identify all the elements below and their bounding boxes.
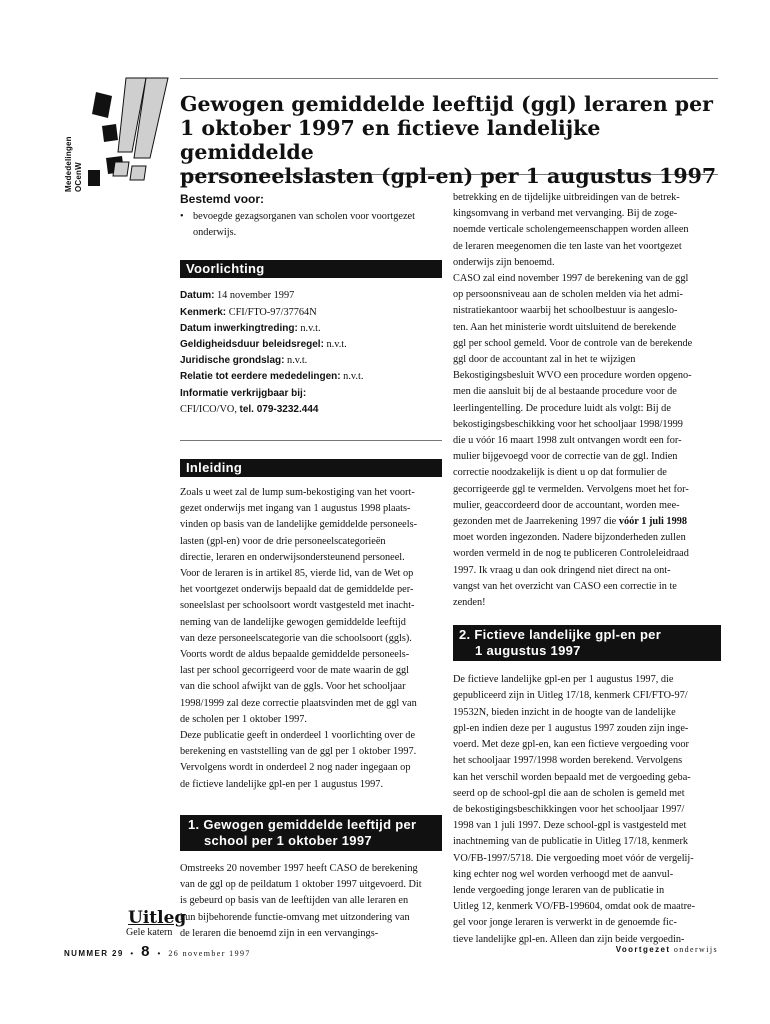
section2-line: 19532N, bieden inzicht in de hoogte van de landelijke [453, 706, 676, 718]
section2-heading-line-1: 2. Fictieve landelijke gpl-en per [459, 627, 662, 643]
footer-issue: NUMMER 29 [64, 949, 124, 958]
voorlichting-row [180, 386, 442, 402]
section2-line: tieve landelijke gpl-en. Alleen dan zijn beide vergoedin- [453, 933, 685, 945]
jaarrekening-deadline: vóór 1 juli 1998 [618, 516, 688, 528]
contact-text: CFI/ICO/VO, [180, 403, 240, 415]
right-text-line: leerlingentelling. De procedure luidt als volgt: Bij de [453, 402, 671, 414]
title-line-2: 1 oktober 1997 en fictieve landelijke gemiddelde [180, 116, 601, 164]
right-text-line: CASO zal eind november 1997 de berekening van de ggl [453, 273, 689, 285]
inleiding-line: berekening en vaststelling van de ggl per 1 oktober 1997. [180, 746, 417, 758]
section1-heading-line-2: school per 1 oktober 1997 [204, 832, 372, 848]
voorlichting-value: n.v.t. [284, 355, 308, 367]
section1-line: Omstreeks 20 november 1997 heeft CASO de berekening [180, 862, 418, 874]
page-title [180, 92, 720, 188]
inleiding-line: last per school gecorrigeerd voor de mate waarin de ggl [180, 665, 410, 677]
voorlichting-value: n.v.t. [323, 339, 347, 351]
footer-dot-1: • [130, 949, 135, 958]
footer-logo [128, 909, 186, 938]
inleiding-line: de fictieve landelijke gpl-en per 1 augustus 1997. [180, 778, 384, 790]
right-text-line: ggl door de accountant zal in het te wijzigen [453, 354, 636, 366]
voorlichting-label: Juridische grondslag: [180, 355, 285, 367]
section2-heading-line-2: 1 augustus 1997 [475, 643, 581, 659]
left-column [180, 190, 442, 942]
right-text-line: betrekking en de tijdelijke uitbreidingen van de betrek- [453, 192, 680, 203]
inleiding-heading: Inleiding [180, 459, 442, 477]
section2-line: gepubliceerd zijn in Uitleg 17/18, kenmerk CFI/FTO-97/ [453, 690, 688, 702]
inleiding-line: vinden op basis van de landelijke gemiddelde personeels- [180, 519, 418, 531]
right-text-line: gecorrigeerde ggl te vermelden. Vervolgens moet het for- [453, 483, 689, 495]
right-text-line: men die aansluit bij de al bestaande procedure voor de [453, 386, 677, 398]
right-text-line-jaarrekening [453, 514, 721, 530]
inleiding-line: de scholen per 1 oktober 1997. [180, 713, 307, 725]
section2-line: 1998 van 1 juli 1997. Deze school-gpl is vastgesteld met [453, 820, 687, 832]
inleiding-line: Voor de leraren is in artikel 85, vierde lid, van de Wet op [180, 568, 414, 580]
section2-line: de bekostigingsbeschikkingen voor het schooljaar 1997/ [453, 803, 685, 815]
section2-line: De fictieve landelijke gpl-en per 1 augustus 1997, die [453, 674, 674, 686]
voorlichting-label: Kenmerk: [180, 306, 227, 318]
voorlichting-label: Datum: [180, 290, 215, 302]
voorlichting-heading: Voorlichting [180, 260, 442, 278]
right-text-line: kingsomvang in verband met vervanging. Bij de zoge- [453, 208, 678, 220]
voorlichting-row [180, 305, 442, 321]
inleiding-line: neming van de landelijke gewogen gemiddelde leeftijd [180, 616, 406, 628]
bestemd-heading: Bestemd voor: [180, 192, 265, 206]
right-text-b [453, 530, 721, 611]
section1-line: van de ggl op de peildatum 1 oktober 1997 uitgevoerd. Dit [180, 879, 422, 891]
voorlichting-value: CFI/FTO-97/37764N [226, 306, 317, 318]
voorlichting-row [180, 321, 442, 337]
voorlichting-label: Relatie tot eerdere mededelingen: [180, 371, 341, 383]
voorlichting-row [180, 288, 442, 304]
voorlichting-label: Informatie verkrijgbaar bij: [180, 387, 307, 399]
voorlichting-label: Datum inwerkingtreding: [180, 322, 298, 334]
voorlichting-value: n.v.t. [297, 322, 321, 334]
right-column [453, 190, 721, 948]
top-rule [180, 78, 718, 79]
inleiding-line: het voortgezet onderwijs bepaald dat de gemiddelde per- [180, 584, 414, 596]
footer-right-bold: Voortgezet [615, 945, 671, 954]
section2-heading [453, 625, 721, 661]
jaarrekening-text: gezonden met de Jaarrekening 1997 die [453, 516, 619, 528]
section1-line: is gebeurd op basis van de leeftijden van alle leraren en [180, 895, 409, 907]
bestemd-item-line-2: onderwijs. [193, 227, 237, 239]
right-text-line: mulier, geaccordeerd door de accountant, worden mee- [453, 499, 680, 511]
footer-logo-text: Uitleg [128, 908, 187, 928]
section2-line: Uitleg 12, kenmerk VO/FB-199604, omdat ook de maatre- [453, 901, 696, 913]
voorlichting-contact [180, 402, 442, 418]
voorlichting-label: Geldigheidsduur beleidsregel: [180, 339, 324, 351]
footer-page-number: 8 [141, 943, 151, 960]
title-line-3: personeelslasten (gpl-en) per 1 augustus 1997 [180, 164, 717, 188]
right-text-line: correctie noodzakelijk is dient u op dat formulier de [453, 467, 667, 479]
voorlichting-row [180, 369, 442, 385]
section2-line: king echter nog wel worden verhoogd met de aanvul- [453, 868, 674, 880]
footer-left [64, 943, 251, 960]
right-text-line: noemde verticale scholengemeenschappen worden alleen [453, 224, 689, 236]
section1-line: de leraren die benoemd zijn in een vervangings- [180, 927, 379, 939]
voorlichting-list [180, 288, 442, 401]
side-label [64, 92, 84, 192]
right-text-line: zenden! [453, 597, 486, 609]
inleiding-line: van deze personeelscategorie van die schoolsoort (ggls). [180, 632, 412, 644]
inleiding-line: van die school afwijkt van de ggls. Voor het schooljaar [180, 681, 406, 693]
inleiding-line: Vervolgens wordt in onderdeel 2 nog nader ingegaan op [180, 762, 411, 774]
inleiding-text [180, 485, 442, 793]
right-text-line: Bekostigingsbesluit WVO een procedure worden opgeno- [453, 370, 692, 382]
right-text-line: 1997. Ik vraag u dan ook dringend niet direct na ont- [453, 564, 671, 576]
right-text-line: mulier bijgevoegd voor de correctie van de ggl. Indien [453, 451, 678, 463]
footer-dot-2: • [157, 949, 162, 958]
section2-line: gel voor jonge leraren is verwerkt in de genoemde fic- [453, 917, 677, 929]
inleiding-rule [180, 440, 442, 441]
bestemd-item-line-1: bevoegde gezagsorganen van scholen voor voortgezet [193, 211, 415, 222]
inleiding-line: Deze publicatie geeft in onderdeel 1 voorlichting over de [180, 730, 416, 742]
section2-line: inachtneming van de publicatie in Uitleg 17/18, kenmerk [453, 836, 689, 848]
voorlichting-value: 14 november 1997 [214, 290, 295, 302]
right-text-line: ggl per school gemeld. Voor de controle van de berekende [453, 337, 693, 349]
voorlichting-row [180, 353, 442, 369]
voorlichting-row [180, 337, 442, 353]
voorlichting-value: n.v.t. [340, 371, 364, 383]
section2-line: voerd. Met deze gpl-en, kan een fictieve vergoeding voor [453, 739, 689, 751]
inleiding-line: directie, leraren en onderwijsondersteunend personeel. [180, 551, 405, 563]
right-text-line: moet worden ingezonden. Nadere bijzonderheden zullen [453, 532, 686, 544]
footer-right [616, 945, 718, 954]
footer-right-rest: onderwijs [670, 945, 718, 954]
contact-phone: tel. 079-3232.444 [239, 403, 319, 415]
right-text-line: worden vermeld in de nog te publiceren Controleleidraad [453, 548, 689, 560]
side-label-ocenw: OCenW [74, 162, 83, 192]
bullet: • [180, 211, 184, 222]
right-text-line: bekostigingsbeschikking voor het schooljaar 1998/1999 [453, 418, 683, 430]
section2-line: seerd op de school-gpl die aan de scholen is gemeld met [453, 787, 685, 799]
section2-line: het schooljaar 1997/1998 worden berekend. Vervolgens [453, 755, 683, 767]
footer-logo-sub: Gele katern [126, 927, 173, 938]
bestemd-item [180, 209, 442, 241]
section1-line: hun bijbehorende functie-omvang met uitzondering van [180, 911, 410, 923]
right-text-line: op persoonsniveau aan de scholen melden via het admi- [453, 289, 683, 301]
right-text-line: die u vóór 16 maart 1998 zult ontvangen wordt een for- [453, 435, 682, 447]
section1-text [180, 861, 442, 942]
side-label-mededelingen: Mededelingen [64, 136, 73, 192]
section2-line: VO/FB-1997/5718. Die vergoeding moet vóór de vergelij- [453, 852, 694, 864]
section1-heading-line-1: 1. Gewogen gemiddelde leeftijd per [188, 816, 417, 832]
title-line-1: Gewogen gemiddelde leeftijd (ggl) leraren per [180, 92, 713, 116]
inleiding-line: Voorts wordt de aldus bepaalde gemiddelde personeels- [180, 649, 410, 661]
right-text-line: ten. Aan het ministerie wordt uitsluitend de berekende [453, 321, 677, 333]
inleiding-line: lasten (gpl-en) voor de drie personeelscategorieën [180, 535, 386, 547]
section2-line: lende vergoeding jonge leraren van de publicatie in [453, 884, 665, 896]
section2-text [453, 672, 721, 947]
right-text-line: de leraren meegenomen die ten laste van het voortgezet [453, 240, 682, 252]
section2-line: kan het verschil worden bepaald met de vergoeding geba- [453, 771, 691, 783]
right-text-line: vangst van het overzicht van CASO een correctie in te [453, 580, 677, 592]
section1-heading [180, 815, 442, 851]
inleiding-line: 1998/1999 zal deze correctie plaatsvinden met de ggl van [180, 697, 417, 709]
inleiding-line: Zoals u weet zal de lump sum-bekostiging van het voort- [180, 487, 415, 499]
inleiding-line: gezet onderwijs met ingang van 1 augustus 1998 plaats- [180, 503, 411, 515]
section2-line: gpl-en indien deze per 1 augustus 1997 zouden zijn inge- [453, 722, 689, 734]
right-text-line: nistratiekantoor waarbij het schoolbestuur is aangeslo- [453, 305, 678, 317]
right-text-line: onderwijs zijn benoemd. [453, 256, 555, 268]
inleiding-line: soneelslast per schoolsoort wordt vastgesteld met inacht- [180, 600, 415, 612]
footer-date: 26 november 1997 [168, 949, 251, 958]
exclamation-logo-icon [88, 74, 172, 188]
right-text-a [453, 190, 721, 514]
